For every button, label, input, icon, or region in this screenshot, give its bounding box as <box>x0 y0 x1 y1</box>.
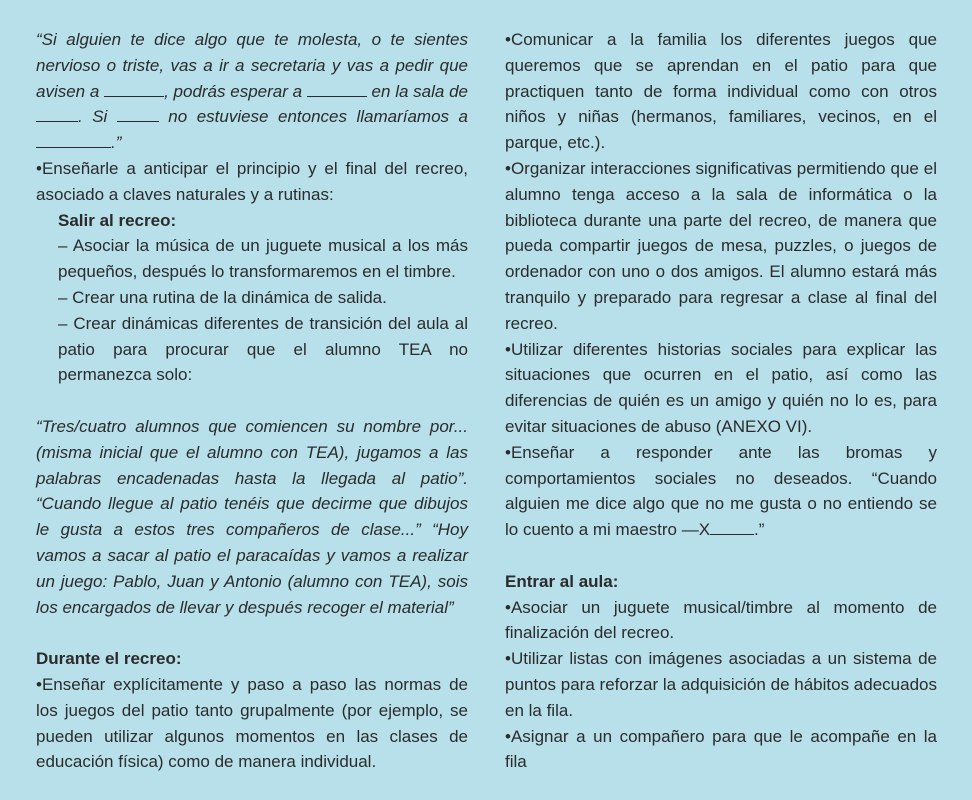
quote-text: no estuviese entonces llamaríamos a <box>158 107 468 127</box>
right-column <box>505 27 937 775</box>
quote-secretaria <box>36 27 468 156</box>
quote-text: “Si alguien te dice algo que te molesta, o te sientes nervioso o triste, vas a ir a secretaria y vas a pedir que avisen a <box>36 30 468 101</box>
bullet-historias-sociales: •Utilizar diferentes historias sociales para explicar las situaciones que ocurren en el patio, así como las diferencias de quién es un amigo y quién no lo es, para evitar situaciones de abuso (ANEXO VI). <box>505 339 937 436</box>
bullet-juguete-timbre: •Asociar un juguete musical/timbre al momento de finalización del recreo. <box>505 597 937 643</box>
left-column <box>36 27 468 775</box>
blank-line <box>36 107 78 122</box>
bullet-text: •Enseñar a responder ante las bromas y comportamientos sociales no deseados. “Cuando alguien me dice algo que no me gusta o no entiendo se lo cuento a mi maestro —X <box>505 442 937 540</box>
blank-line <box>307 82 367 97</box>
bullet-normas-juegos: •Enseñar explícitamente y paso a paso las normas de los juegos del patio tanto grupalmente (por ejemplo, se pueden utilizar algunos momentos en las clases de educación física) como de manera individual. <box>36 674 468 772</box>
blank-line <box>117 107 159 122</box>
quote-example-games: “Tres/cuatro alumnos que comiencen su nombre por... (misma inicial que el alumno con TEA), jugamos a las palabras encadenadas hasta la llegada al patio”. “Cuando llegue al patio tenéis que decirme que dibujos le gusta a estos tres compañeros de clase...” “Hoy vamos a sacar al patio el paracaídas y vamos a realizar un juego: Pablo, Juan y Antonio (alumno con TEA), sois los encargados de llevar y después recoger el material” <box>36 416 468 617</box>
dash-item-transicion: – Crear dinámicas diferentes de transición del aula al patio para procurar que el alumno TEA no permanezca solo: <box>58 313 468 385</box>
heading-entrar-aula: Entrar al aula: <box>505 571 619 591</box>
bullet-asignar-companero: •Asignar a un compañero para que le acompañe en la fila <box>505 726 937 772</box>
bullet-comunicar-familia: •Comunicar a la familia los diferentes juegos que queremos que se aprendan en el patio para que practiquen tanto de forma individual como con otros niños y niñas (hermanos, familiares, vecinos, en el parque, etc.). <box>505 30 937 153</box>
blank-line <box>104 82 164 97</box>
spacer <box>505 543 937 569</box>
bullet-bromas <box>505 440 937 543</box>
bullet-interacciones: •Organizar interacciones significativas permitiendo que el alumno tenga acceso a la sala de informática o la biblioteca durante una parte del recreo, de manera que pueda compartir juegos de mesa, puzzles, o juegos de ordenador con uno o dos amigos. El alumno estará más tranquilo y preparado para regresar a clase al final del recreo. <box>505 158 937 333</box>
bullet-listas-imagenes: •Utilizar listas con imágenes asociadas a un sistema de puntos para reforzar la adquisición de hábitos adecuados en la fila. <box>505 649 937 720</box>
blank-line <box>36 133 111 148</box>
quote-text: .” <box>111 133 122 153</box>
bullet-anticipar: •Enseñarle a anticipar el principio y el final del recreo, asociado a claves naturales y a rutinas: <box>36 158 468 204</box>
quote-text: . Si <box>78 107 117 127</box>
bullet-text: .” <box>754 520 765 540</box>
heading-salir-recreo: Salir al recreo: <box>58 210 177 230</box>
quote-text: en la sala de <box>366 81 468 101</box>
heading-durante-recreo: Durante el recreo: <box>36 649 182 669</box>
dash-item-musica: – Asociar la música de un juguete musical a los más pequeños, después lo transformaremos en el timbre. <box>58 236 468 282</box>
quote-text: , podrás esperar a <box>164 81 307 101</box>
spacer <box>36 388 468 414</box>
blank-line <box>710 520 754 535</box>
dash-item-rutina: – Crear una rutina de la dinámica de salida. <box>58 287 387 307</box>
spacer <box>36 620 468 646</box>
